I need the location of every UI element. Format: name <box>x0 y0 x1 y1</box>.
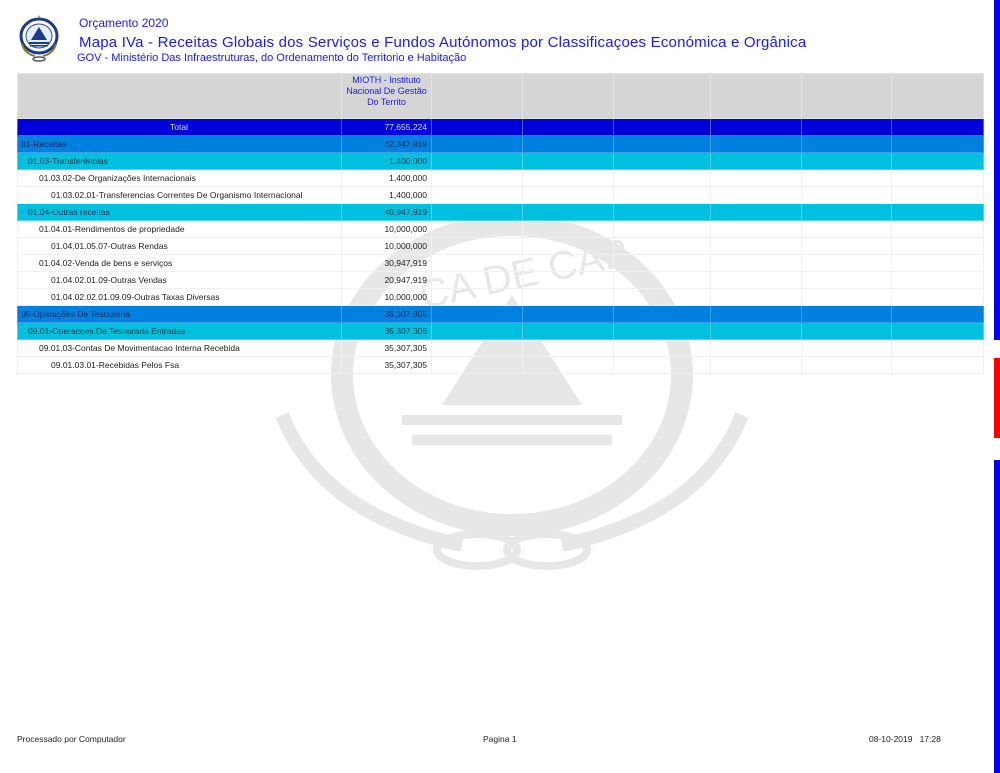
row-value: 77,655,224 <box>342 119 432 136</box>
ministry-subtitle: GOV - Ministério Das Infraestruturas, do Ordenamento do Territorio e Habitação <box>77 52 467 64</box>
table-row <box>18 323 984 340</box>
empty-cell <box>802 323 892 340</box>
empty-cell <box>523 323 614 340</box>
empty-cell <box>523 238 614 255</box>
table-row <box>18 187 984 204</box>
table-row <box>18 255 984 272</box>
empty-cell <box>614 221 711 238</box>
table-row <box>18 289 984 306</box>
column-header-mioth: MIOTH - Instituto Nacional De Gestão Do Territo <box>342 74 432 119</box>
coat-of-arms-icon <box>17 14 61 62</box>
empty-cell <box>523 204 614 221</box>
empty-cell <box>892 272 984 289</box>
empty-cell <box>711 204 802 221</box>
empty-cell <box>523 306 614 323</box>
empty-cell <box>614 136 711 153</box>
row-label: 01.04.01-Rendimentos de propriedade <box>18 221 342 238</box>
empty-cell <box>802 119 892 136</box>
table-row <box>18 170 984 187</box>
row-label: 01.03.02-De Organizações Internacionais <box>18 170 342 187</box>
total-row <box>18 119 984 136</box>
empty-cell <box>432 255 523 272</box>
empty-cell <box>614 340 711 357</box>
empty-cell <box>432 170 523 187</box>
empty-cell <box>614 289 711 306</box>
empty-cell <box>802 289 892 306</box>
empty-cell <box>711 306 802 323</box>
side-marker-red <box>994 358 1000 438</box>
row-label: 01.04.02.01.09-Outras Vendas <box>18 272 342 289</box>
side-marker-blue-top <box>994 0 1000 340</box>
empty-cell <box>892 323 984 340</box>
empty-cell <box>802 153 892 170</box>
empty-cell <box>523 255 614 272</box>
table-row <box>18 204 984 221</box>
empty-cell <box>614 323 711 340</box>
row-value: 1,400,000 <box>342 170 432 187</box>
empty-cell <box>523 357 614 374</box>
empty-cell <box>432 187 523 204</box>
empty-cell <box>892 187 984 204</box>
empty-cell <box>802 238 892 255</box>
row-label: 01.04.02.02.01.09.09-Outras Taxas Diversas <box>18 289 342 306</box>
footer-timestamp: 08-10-2019 17:28 <box>869 734 941 744</box>
empty-cell <box>892 170 984 187</box>
row-label: 09-Operações De Tesouraria <box>18 306 342 323</box>
empty-cell <box>892 340 984 357</box>
empty-cell <box>523 170 614 187</box>
empty-cell <box>892 289 984 306</box>
empty-cell <box>711 272 802 289</box>
report-title: Mapa IVa - Receitas Globais dos Serviços e Fundos Autónomos por Classificaçoes Económica e Orgânica <box>79 34 807 51</box>
empty-cell <box>432 357 523 374</box>
empty-cell <box>432 289 523 306</box>
empty-cell <box>892 153 984 170</box>
table-row <box>18 153 984 170</box>
row-value: 10,000,000 <box>342 221 432 238</box>
empty-cell <box>802 357 892 374</box>
empty-cell <box>892 221 984 238</box>
empty-cell <box>614 187 711 204</box>
row-value: 35,307,305 <box>342 306 432 323</box>
empty-cell <box>523 187 614 204</box>
empty-cell <box>802 136 892 153</box>
empty-cell <box>523 119 614 136</box>
empty-cell <box>711 119 802 136</box>
empty-cell <box>432 272 523 289</box>
side-marker-blue-bottom <box>994 460 1000 773</box>
empty-cell <box>614 119 711 136</box>
empty-cell <box>523 221 614 238</box>
empty-header-cell <box>802 74 892 119</box>
empty-cell <box>432 136 523 153</box>
empty-cell <box>711 136 802 153</box>
row-label: 01.03.02.01-Transferencias Correntes De Organismo Internacional <box>18 187 342 204</box>
row-value: 35,307,305 <box>342 340 432 357</box>
empty-cell <box>802 170 892 187</box>
empty-cell <box>432 340 523 357</box>
budget-year: Orçamento 2020 <box>79 16 169 30</box>
empty-cell <box>614 153 711 170</box>
empty-cell <box>711 289 802 306</box>
row-label: 09.01-Operacoes De Tesouraria Entradas <box>18 323 342 340</box>
row-value: 35,307,305 <box>342 357 432 374</box>
table-row <box>18 136 984 153</box>
empty-header-cell <box>432 74 523 119</box>
empty-cell <box>711 323 802 340</box>
empty-cell <box>802 204 892 221</box>
row-label: 01.04.02-Venda de bens e serviços <box>18 255 342 272</box>
empty-cell <box>432 119 523 136</box>
empty-cell <box>523 153 614 170</box>
empty-cell <box>523 136 614 153</box>
header-label-cell <box>18 74 342 119</box>
empty-header-cell <box>711 74 802 119</box>
table-header-row <box>18 74 984 119</box>
footer-page-number: Pagina 1 <box>483 734 517 744</box>
row-value: 30,947,919 <box>342 255 432 272</box>
empty-cell <box>614 170 711 187</box>
row-value: 40,947,919 <box>342 204 432 221</box>
empty-cell <box>711 153 802 170</box>
empty-cell <box>523 289 614 306</box>
empty-cell <box>614 204 711 221</box>
row-value: 35,307,305 <box>342 323 432 340</box>
table-row <box>18 272 984 289</box>
row-value: 20,947,919 <box>342 272 432 289</box>
empty-cell <box>614 238 711 255</box>
empty-cell <box>711 170 802 187</box>
empty-cell <box>432 153 523 170</box>
table-row <box>18 306 984 323</box>
row-value: 1,400,000 <box>342 187 432 204</box>
table-row <box>18 340 984 357</box>
empty-cell <box>892 255 984 272</box>
empty-cell <box>432 204 523 221</box>
table-row <box>18 357 984 374</box>
empty-cell <box>523 340 614 357</box>
row-label: 09.01.03.01-Recebidas Pelos Fsa <box>18 357 342 374</box>
row-value: 42,347,919 <box>342 136 432 153</box>
empty-header-cell <box>614 74 711 119</box>
empty-cell <box>802 221 892 238</box>
empty-cell <box>802 306 892 323</box>
empty-cell <box>802 272 892 289</box>
empty-cell <box>802 255 892 272</box>
empty-cell <box>523 272 614 289</box>
empty-cell <box>432 323 523 340</box>
svg-text:CA DE CAB: CA DE CAB <box>415 230 634 318</box>
empty-cell <box>711 238 802 255</box>
empty-cell <box>614 255 711 272</box>
row-label: 01-Receitas <box>18 136 342 153</box>
row-label: 09.01.03-Contas De Movimentacao Interna Recebida <box>18 340 342 357</box>
empty-cell <box>892 204 984 221</box>
empty-cell <box>432 306 523 323</box>
empty-cell <box>432 221 523 238</box>
empty-cell <box>802 187 892 204</box>
table-row <box>18 221 984 238</box>
empty-cell <box>711 187 802 204</box>
empty-cell <box>892 119 984 136</box>
empty-cell <box>614 306 711 323</box>
empty-cell <box>711 221 802 238</box>
footer-processed-by: Processado por Computador <box>17 734 126 744</box>
empty-cell <box>711 255 802 272</box>
empty-cell <box>892 238 984 255</box>
row-label: Total <box>18 119 342 136</box>
empty-cell <box>892 306 984 323</box>
empty-cell <box>614 272 711 289</box>
empty-cell <box>432 238 523 255</box>
row-label: 01.03-Transferências <box>18 153 342 170</box>
table-row <box>18 238 984 255</box>
row-value: 10,000,000 <box>342 238 432 255</box>
empty-cell <box>711 340 802 357</box>
empty-cell <box>892 357 984 374</box>
revenue-table <box>17 73 984 374</box>
row-label: 01.04-Outras receitas <box>18 204 342 221</box>
empty-cell <box>802 340 892 357</box>
row-value: 1,400,000 <box>342 153 432 170</box>
empty-header-cell <box>523 74 614 119</box>
row-label: 01.04.01.05.07-Outras Rendas <box>18 238 342 255</box>
row-value: 10,000,000 <box>342 289 432 306</box>
empty-header-cell <box>892 74 984 119</box>
empty-cell <box>711 357 802 374</box>
empty-cell <box>614 357 711 374</box>
empty-cell <box>892 136 984 153</box>
